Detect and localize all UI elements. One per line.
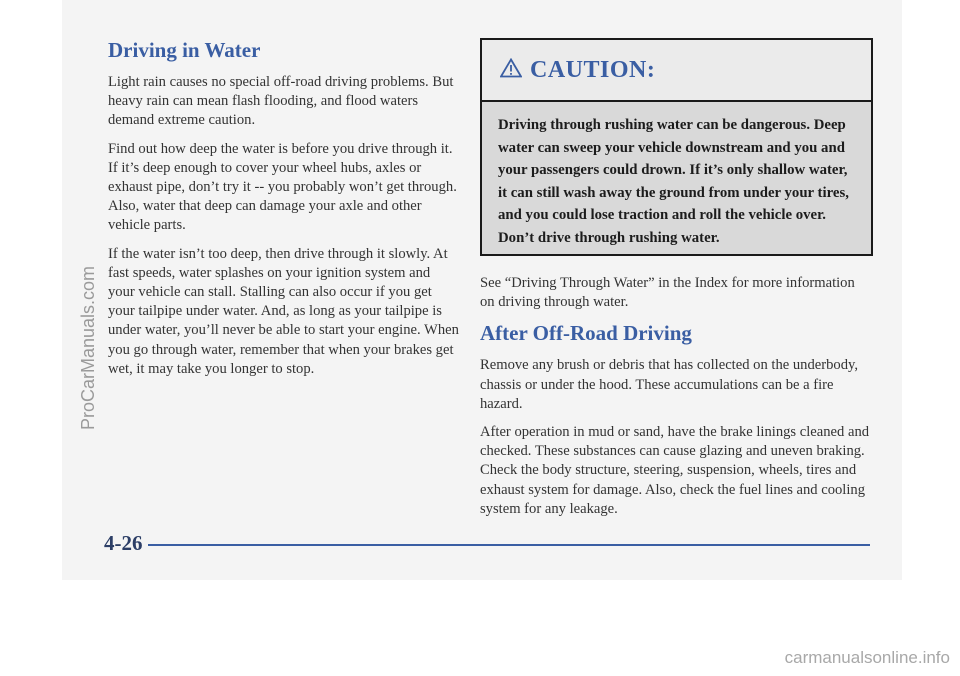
caution-header: [482, 40, 871, 102]
warning-triangle-icon: [500, 58, 522, 83]
paragraph: After operation in mud or sand, have the brake linings cleaned and checked. These substances can cause glazing and uneven braking. Check the body structure, steering, suspension, wheels, tires and exhaust system for damage. Also, check the fuel lines and cooling system for any leakage.: [480, 424, 870, 517]
right-column: [480, 38, 873, 528]
section-heading-after-off-road: After Off-Road Driving: [480, 321, 692, 346]
footer-rule: [148, 544, 870, 546]
watermark-bottom: carmanualsonline.info: [784, 648, 950, 667]
section-heading-driving-in-water: Driving in Water: [108, 38, 261, 62]
caution-title: CAUTION:: [530, 56, 656, 83]
watermark-vertical: ProCarManuals.com: [78, 265, 98, 430]
caution-text: Driving through rushing water can be dangerous. Deep water can sweep your vehicle downstream and you and your passengers could drown. If it’s only shallow water, it can still wash away the ground from under your tires, and you could lose traction and roll the vehicle over. Don’t drive through rushing water.: [498, 117, 849, 246]
paragraph: If the water isn’t too deep, then drive through it slowly. At fast speeds, water splashes on your ignition system and your vehicle can stall. Stalling can also occur if you get your tailpipe under water. And, as long as your tailpipe is under water, you’ll never be able to start your engine. When you go through water, remember that when your brakes get wet, it may take you longer to stop.: [108, 245, 459, 377]
left-column: [108, 38, 460, 388]
caution-box: [480, 38, 873, 256]
paragraph: Find out how deep the water is before you drive through it. If it’s deep enough to cover your wheel hubs, axles or exhaust pipe, don’t try it -- you probably won’t get through. Also, water that deep can damage your axle and other vehicle parts.: [108, 140, 457, 234]
page-number: 4-26: [104, 531, 143, 555]
paragraph: Remove any brush or debris that has collected on the underbody, chassis or under the hood. These accumulations can be a fire hazard.: [480, 357, 858, 412]
see-index-reference: See “Driving Through Water” in the Index for more information on driving through water.: [480, 275, 855, 311]
paragraph: Light rain causes no special off-road driving problems. But heavy rain can mean flash flooding, and flood waters demand extreme caution.: [108, 74, 454, 129]
